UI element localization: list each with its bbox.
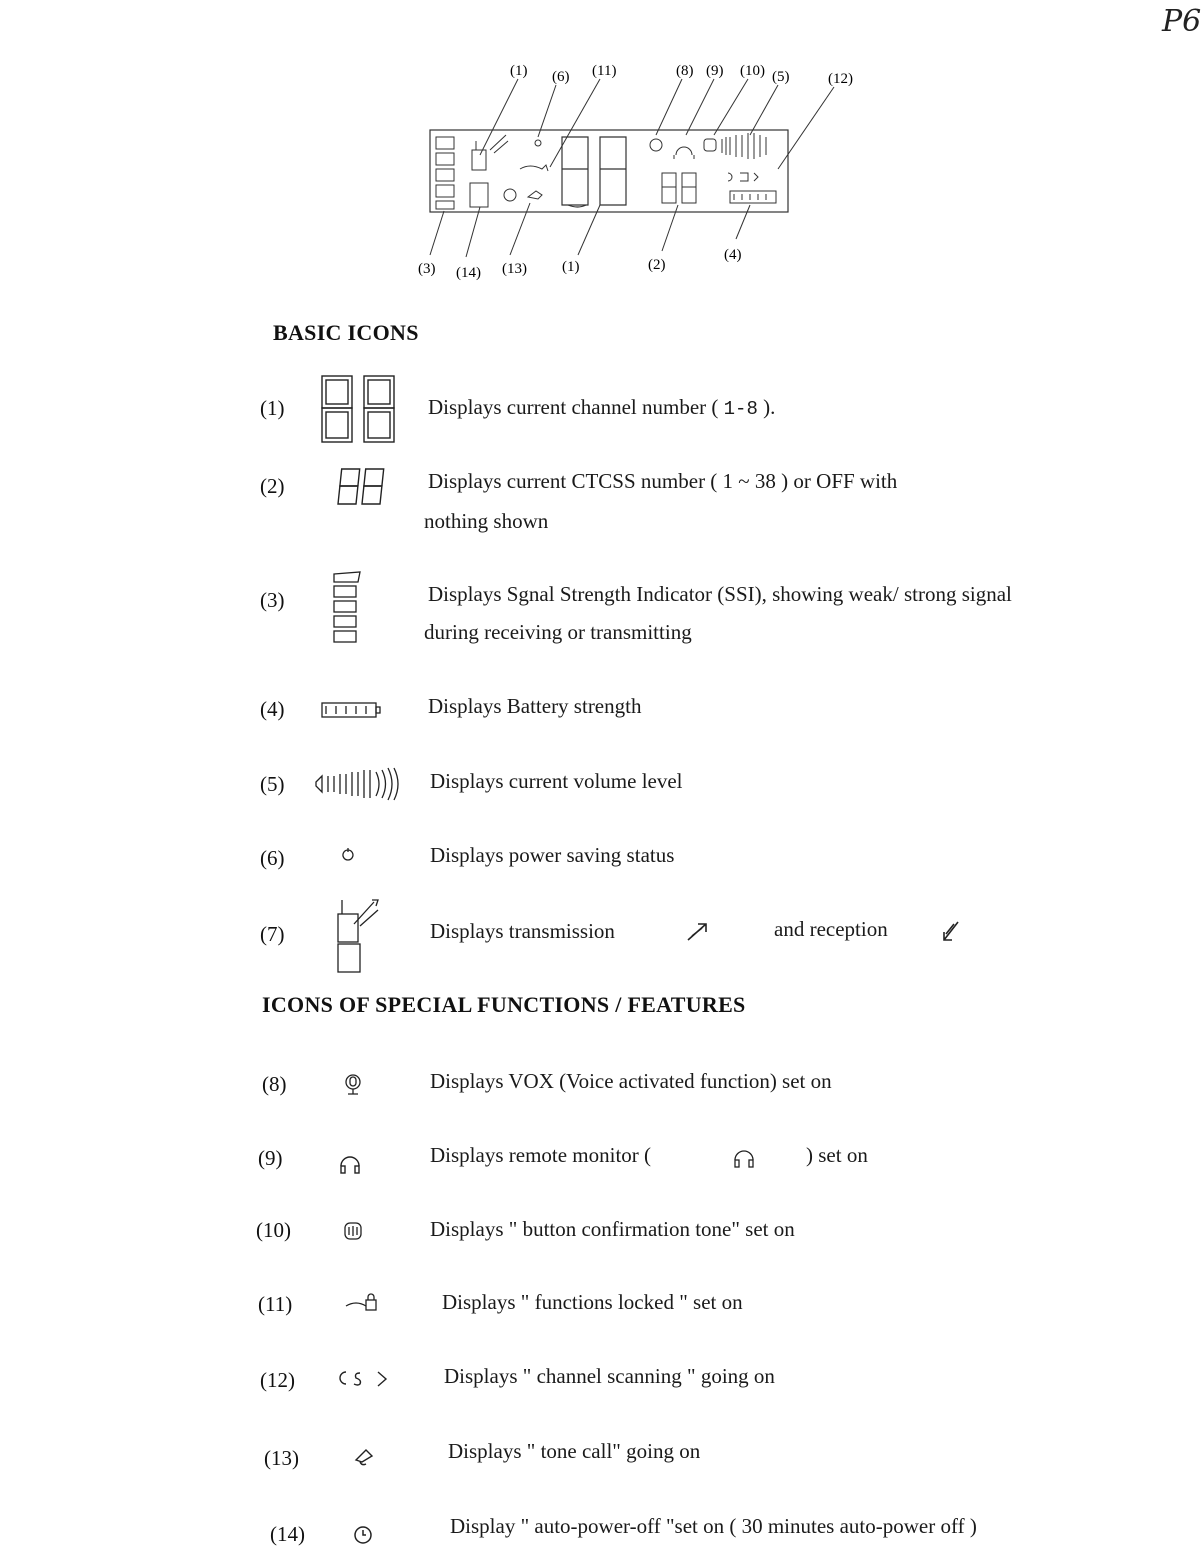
special-functions-heading: ICONS OF SPECIAL FUNCTIONS / FEATURES	[262, 992, 746, 1017]
item-9-text-b: ) set on	[806, 1143, 868, 1167]
scan-icon	[334, 1366, 394, 1392]
power-saving-icon	[338, 846, 358, 866]
callout-bottom-2: (2)	[648, 257, 666, 273]
callout-bottom-14: (14)	[456, 265, 481, 281]
item-2-line-1: Displays current CTCSS number ( 1 ~ 38 ) or OFF with	[428, 469, 898, 493]
callout-bottom-1: (1)	[562, 259, 580, 275]
callout-bottom-4: (4)	[724, 247, 742, 263]
callout-top-5: (5)	[772, 69, 790, 85]
item-12-number: (12)	[260, 1368, 295, 1392]
item-1-text-a: Displays current channel number (	[428, 395, 719, 419]
callout-bottom-13: (13)	[502, 261, 527, 277]
headphone-inline-icon	[732, 1144, 756, 1170]
item-13-description: Displays " tone call" going on	[448, 1439, 701, 1463]
key-lock-icon	[344, 1292, 380, 1314]
item-3-line-2: during receiving or transmitting	[424, 620, 692, 644]
item-9-text-a: Displays remote monitor (	[430, 1143, 652, 1167]
callout-top-6: (6)	[552, 69, 570, 85]
callout-top-11: (11)	[592, 63, 617, 79]
page-number: P6	[1162, 4, 1201, 39]
item-12-description: Displays " channel scanning " going on	[444, 1364, 775, 1388]
item-7-text-b: and reception	[774, 917, 888, 941]
item-13-number: (13)	[264, 1446, 299, 1470]
callout-top-8: (8)	[676, 63, 694, 79]
item-11-description: Displays " functions locked " set on	[442, 1290, 743, 1314]
transmit-arrow-icon	[684, 918, 712, 944]
battery-icon	[318, 700, 382, 720]
item-2-line-2: nothing shown	[424, 509, 549, 533]
leader-lines-top	[480, 79, 834, 169]
item-9-number: (9)	[258, 1146, 283, 1170]
radio-tx-rx-icon	[332, 894, 384, 976]
callout-top-9: (9)	[706, 63, 724, 79]
item-14-number: (14)	[270, 1522, 305, 1546]
signal-bars-icon	[328, 570, 364, 646]
item-10-number: (10)	[256, 1218, 291, 1242]
item-1-number: (1)	[260, 396, 285, 420]
item-4-description: Displays Battery strength	[428, 694, 642, 718]
item-3-number: (3)	[260, 588, 285, 612]
leader-lines-bottom	[430, 203, 750, 257]
lcd-diagram-drawing	[410, 55, 880, 285]
item-1-text-b: ).	[763, 395, 776, 419]
channel-digits-icon	[318, 372, 404, 446]
bell-icon	[352, 1444, 376, 1468]
ctcss-digits-icon	[336, 466, 392, 508]
callout-top-10: (10)	[740, 63, 765, 79]
item-7-number: (7)	[260, 922, 285, 946]
item-1-description	[428, 388, 775, 428]
item-3-line-1: Displays Sgnal Strength Indicator (SSI), showing weak/ strong signal	[428, 582, 1012, 606]
item-7-text-a: Displays transmission	[430, 919, 615, 943]
item-14-description: Display " auto-power-off "set on ( 30 minutes auto-power off )	[450, 1514, 977, 1538]
item-8-number: (8)	[262, 1072, 287, 1096]
volume-icon	[312, 766, 404, 802]
item-10-description: Displays " button confirmation tone" set on	[430, 1217, 795, 1241]
clock-icon	[352, 1522, 374, 1546]
item-4-number: (4)	[260, 697, 285, 721]
headphone-icon	[338, 1150, 362, 1176]
item-5-description: Displays current volume level	[430, 769, 683, 793]
item-8-description: Displays VOX (Voice activated function) set on	[430, 1069, 832, 1093]
item-6-description: Displays power saving status	[430, 843, 675, 867]
callout-top-12: (12)	[828, 71, 853, 87]
callout-bottom-3: (3)	[418, 261, 436, 277]
item-2-number: (2)	[260, 474, 285, 498]
channel-range: 1-8	[723, 398, 758, 420]
tone-icon	[342, 1220, 364, 1242]
item-11-number: (11)	[258, 1292, 293, 1316]
basic-icons-heading: BASIC ICONS	[273, 320, 419, 345]
item-5-number: (5)	[260, 772, 285, 796]
callout-top-1: (1)	[510, 63, 528, 79]
lcd-diagram	[410, 55, 880, 285]
receive-arrow-icon	[938, 918, 962, 946]
vox-icon	[342, 1072, 364, 1096]
item-6-number: (6)	[260, 846, 285, 870]
